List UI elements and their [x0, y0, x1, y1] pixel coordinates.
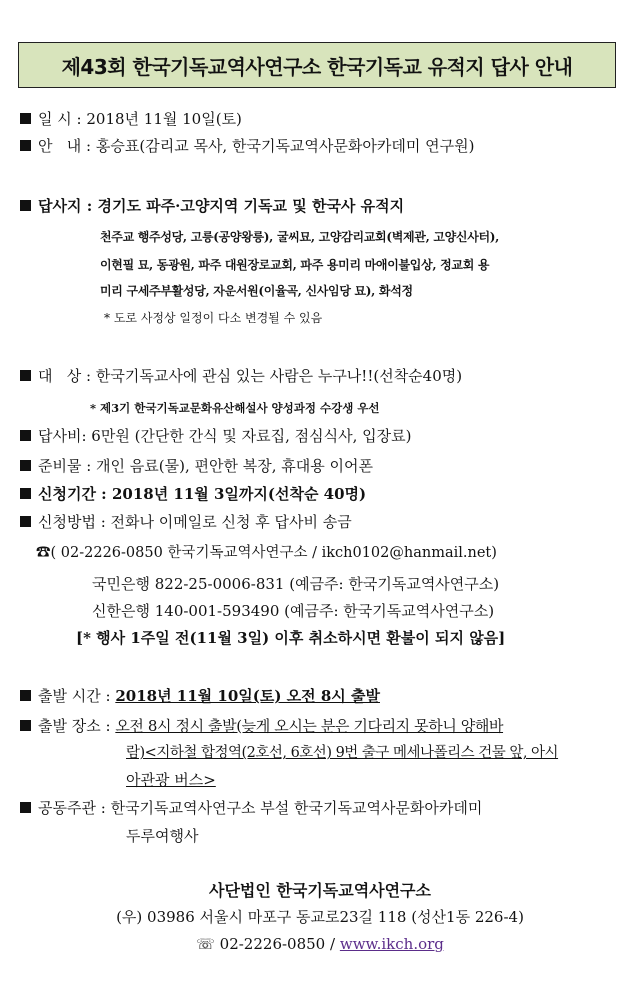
site-note: * 도로 사정상 일정이 다소 변경될 수 있음: [104, 311, 323, 325]
fee-row: [20, 426, 412, 446]
guide-value: 홍승표(감리교 목사, 한국기독교역사문화아카데미 연구원): [95, 137, 475, 155]
depart-place-line-3: 아관광 버스>: [126, 771, 216, 789]
bank-line-1: 국민은행 822-25-0006-831 (예금주: 한국기독교역사연구소): [92, 575, 500, 593]
depart-time-value: 2018년 11월 10일(토) 오전 8시 출발: [115, 687, 380, 705]
guide-row: [20, 136, 474, 156]
date-row: [20, 109, 242, 129]
footer-address: (우) 03986 서울시 마포구 동교로23길 118 (성산1동 226-4): [116, 908, 524, 926]
bullet-square-icon: [20, 802, 31, 813]
depart-place-line-2: 람)<지하철 합정역(2호선, 6호선) 9번 출구 메세나폴리스 건물 앞, 아시: [126, 745, 559, 761]
target-row: [20, 366, 462, 386]
prep-row: [20, 456, 373, 476]
cohost-line-1: 한국기독교역사연구소 부설 한국기독교역사문화아카데미: [110, 799, 483, 817]
site-label: 답사지 :: [38, 197, 93, 215]
target-value: 한국기독교사에 관심 있는 사람은 누구나!!(선착순40명): [95, 367, 463, 385]
depart-place-label: 출발 장소 :: [38, 717, 111, 735]
depart-time-label: 출발 시간 :: [38, 687, 111, 705]
phone-icon: ☎: [36, 545, 51, 561]
page-title: 제43회 한국기독교역사연구소 한국기독교 유적지 답사 안내: [18, 42, 616, 88]
date-value: 2018년 11월 10일(토): [86, 110, 242, 128]
footer-website-link[interactable]: www.ikch.org: [339, 935, 444, 953]
contact-text: ( 02-2226-0850 한국기독교역사연구소 / ikch0102@hanmail.net): [50, 545, 497, 561]
bullet-square-icon: [20, 720, 31, 731]
site-detail-line-2: 이현필 묘, 동광원, 파주 대원장로교회, 파주 용미리 마애이불입상, 정교회 용: [100, 258, 490, 272]
cohost-label: 공동주관 :: [38, 799, 106, 817]
depart-place-line-1: 오전 8시 정시 출발(늦게 오시는 분은 기다리지 못하니 양해바: [115, 717, 504, 735]
deadline-row: [20, 484, 366, 504]
guide-label: 안 내 :: [38, 137, 92, 155]
bullet-square-icon: [20, 113, 31, 124]
contact-line: [36, 543, 497, 563]
site-detail-line-1: 천주교 행주성당, 고릉(공양왕릉), 굴씨묘, 고양감리교회(벽제관, 고양신사터),: [100, 230, 500, 244]
site-detail-line-3: 미리 구세주부활성당, 자운서원(이율곡, 신사임당 묘), 화석정: [100, 284, 413, 298]
footer-org: 사단법인 한국기독교역사연구소: [209, 881, 431, 900]
footer-phone: 02-2226-0850: [219, 935, 326, 953]
cohost-row: [20, 798, 482, 818]
bullet-square-icon: [20, 516, 31, 527]
site-row: [20, 196, 404, 216]
phone-icon: ☏: [196, 935, 215, 953]
bullet-square-icon: [20, 200, 31, 211]
bullet-square-icon: [20, 370, 31, 381]
bank-line-2: 신한은행 140-001-593490 (예금주: 한국기독교역사연구소): [92, 602, 495, 620]
bullet-square-icon: [20, 140, 31, 151]
target-note: * 제3기 한국기독교문화유산해설사 양성과정 수강생 우선: [90, 401, 380, 415]
method-text: 신청방법 : 전화나 이메일로 신청 후 답사비 송금: [38, 513, 352, 531]
date-label: 일 시 :: [38, 110, 82, 128]
footer-contact: [0, 934, 640, 954]
footer-separator: /: [330, 935, 336, 953]
bullet-square-icon: [20, 430, 31, 441]
bullet-square-icon: [20, 460, 31, 471]
site-value: 경기도 파주·고양지역 기독교 및 한국사 유적지: [97, 197, 405, 215]
bullet-square-icon: [20, 690, 31, 701]
bullet-square-icon: [20, 488, 31, 499]
depart-place-row: [20, 716, 503, 736]
target-label: 대 상 :: [38, 367, 92, 385]
fee-text: 답사비: 6만원 (간단한 간식 및 자료집, 점심식사, 입장료): [38, 427, 412, 445]
deadline-text: 신청기간 : 2018년 11월 3일까지(선착순 40명): [38, 485, 367, 503]
prep-text: 준비물 : 개인 음료(물), 편안한 복장, 휴대용 이어폰: [38, 457, 373, 475]
depart-time-row: [20, 686, 380, 706]
refund-notice: [* 행사 1주일 전(11월 3일) 이후 취소하시면 환불이 되지 않음]: [76, 629, 506, 647]
cohost-line-2: 두루여행사: [126, 827, 199, 845]
method-row: [20, 512, 352, 532]
